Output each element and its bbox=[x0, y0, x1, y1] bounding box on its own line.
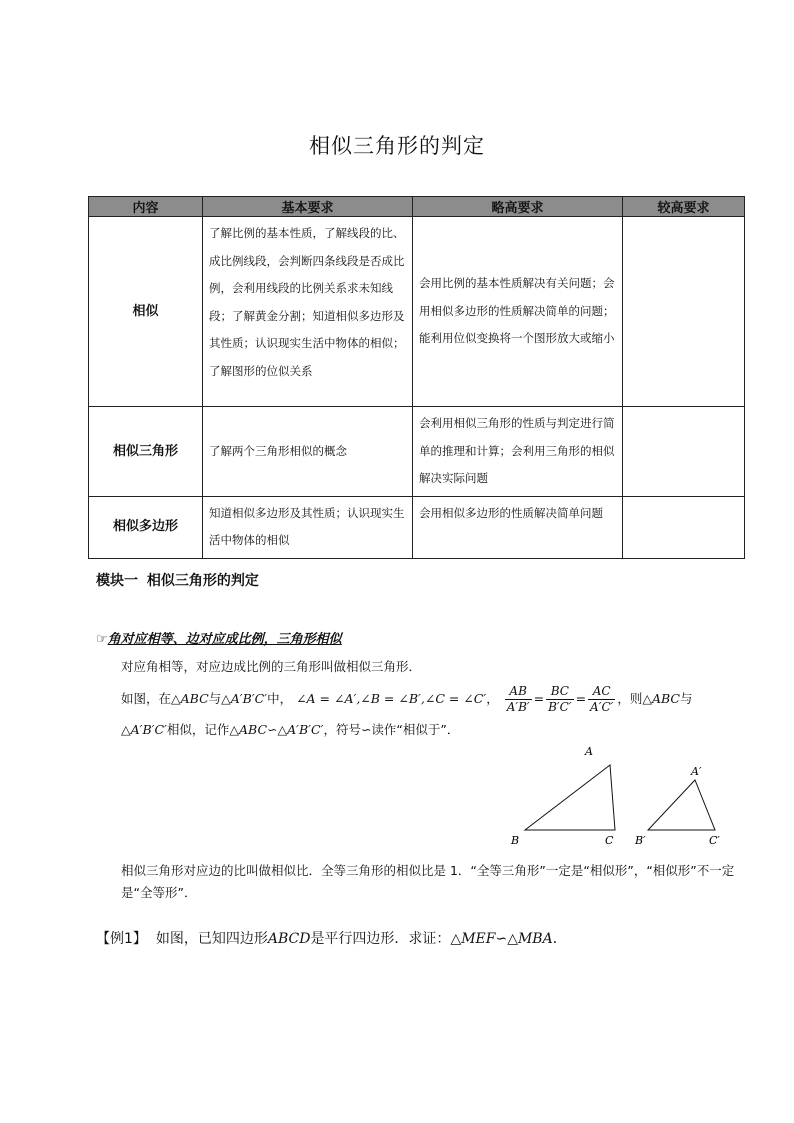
row-higher: 会利用相似三角形的性质与判定进行简单的推理和计算；会利用三角形的相似解决实际问题 bbox=[413, 407, 623, 497]
header-higher: 略高要求 bbox=[413, 197, 623, 217]
triangle-a1b1c1-shape bbox=[648, 780, 715, 830]
ratio-denominator: B′C′ bbox=[548, 700, 572, 714]
label-c-prime: C′ bbox=[709, 834, 720, 847]
similar-triangles-figure bbox=[505, 740, 745, 850]
hint-text: 角对应相等、边对应成比例，三角形相似 bbox=[107, 632, 342, 647]
text-fragment: 是平行四边形．求证： bbox=[310, 931, 451, 947]
row-advanced bbox=[623, 407, 745, 497]
triangle-abc-shape bbox=[525, 765, 615, 830]
definition-paragraph: 对应角相等，对应边成比例的三角形叫做相似三角形． bbox=[121, 659, 422, 674]
label-b-prime: B′ bbox=[635, 834, 646, 847]
equals-sign: = bbox=[533, 691, 545, 706]
triangle-a1b1c1: △A′B′C′ bbox=[221, 691, 268, 706]
row-basic: 了解两个三角形相似的概念 bbox=[203, 407, 413, 497]
text-fragment: 中， bbox=[267, 691, 293, 706]
module-title: 相似三角形的判定 bbox=[146, 573, 259, 589]
module-label: 模块一 bbox=[96, 573, 138, 589]
ratio-bc bbox=[546, 684, 573, 715]
example-1 bbox=[96, 928, 567, 948]
text-fragment: ， bbox=[486, 691, 499, 706]
quadrilateral-abcd: ABCD bbox=[267, 931, 311, 947]
header-advanced: 较高要求 bbox=[623, 197, 745, 217]
row-higher: 会用相似多边形的性质解决简单问题 bbox=[413, 496, 623, 558]
text-fragment: 与 bbox=[208, 691, 222, 706]
table-header-row bbox=[89, 197, 745, 217]
ratio-denominator: A′B′ bbox=[506, 700, 530, 714]
similarity-ratio-paragraph: 相似三角形对应边的比叫做相似比．全等三角形的相似比是 1．“全等三角形”一定是“相似形”，“相似形”不一定是“全等形”． bbox=[121, 863, 735, 900]
label-b: B bbox=[511, 834, 520, 847]
requirements-table bbox=[88, 196, 745, 559]
ratio-numerator: AB bbox=[505, 684, 532, 700]
ratio-denominator: A′C′ bbox=[590, 700, 614, 714]
header-content: 内容 bbox=[89, 197, 203, 217]
label-c: C bbox=[605, 834, 614, 847]
text-fragment: ，符号∽读作“相似于”． bbox=[323, 722, 460, 737]
row-basic: 了解比例的基本性质，了解线段的比、成比例线段，会判断四条线段是否成比例，会利用线段的比例关系求未知线段；了解黄金分割；知道相似多边形及其性质；认识现实生活中物体的相似；了解图形的位似关系 bbox=[203, 217, 413, 407]
row-category: 相似三角形 bbox=[89, 407, 203, 497]
row-category: 相似 bbox=[89, 217, 203, 407]
text-fragment: 如图，已知四边形 bbox=[155, 931, 268, 947]
example-claim: △MEF∽△MBA bbox=[450, 931, 553, 947]
row-higher: 会用比例的基本性质解决有关问题；会用相似多边形的性质解决简单的问题；能利用位似变换将一个图形放大或缩小 bbox=[413, 217, 623, 407]
similarity-notation: △ABC∽△A′B′C′ bbox=[229, 722, 324, 737]
example-tag: 【例1】 bbox=[96, 931, 147, 947]
row-basic: 知道相似多边形及其性质；认识现实生活中物体的相似 bbox=[203, 496, 413, 558]
ratio-numerator: BC bbox=[546, 684, 573, 700]
table-row bbox=[89, 217, 745, 407]
triangle-abc: △ABC bbox=[171, 691, 209, 706]
label-a: A bbox=[585, 745, 593, 758]
ratio-numerator: AC bbox=[588, 684, 615, 700]
triangle-a1b1c1: △A′B′C′ bbox=[121, 722, 167, 737]
header-basic: 基本要求 bbox=[203, 197, 413, 217]
table-row bbox=[89, 407, 745, 497]
text-fragment: 与 bbox=[679, 691, 693, 706]
angle-equalities: ∠A = ∠A′,∠B = ∠B′,∠C = ∠C′ bbox=[296, 691, 487, 706]
page-title: 相似三角形的判定 bbox=[309, 134, 485, 158]
ratio-ab bbox=[505, 684, 532, 715]
text-fragment: 如图，在 bbox=[121, 691, 172, 706]
module-heading bbox=[96, 570, 259, 590]
row-category: 相似多边形 bbox=[89, 496, 203, 558]
table-row bbox=[89, 496, 745, 558]
triangle-abc: △ABC bbox=[642, 691, 680, 706]
text-fragment: ． bbox=[552, 931, 567, 947]
similarity-paragraph bbox=[121, 684, 751, 745]
row-advanced bbox=[623, 217, 745, 407]
pointing-hand-icon: ☞ bbox=[96, 632, 108, 647]
equals-sign: = bbox=[575, 691, 587, 706]
text-fragment: ，则 bbox=[617, 691, 643, 706]
ratio-ac bbox=[588, 684, 615, 715]
hint-line bbox=[96, 628, 342, 647]
label-a-prime: A′ bbox=[691, 765, 702, 778]
text-fragment: 相似，记作 bbox=[166, 722, 230, 737]
row-advanced bbox=[623, 496, 745, 558]
